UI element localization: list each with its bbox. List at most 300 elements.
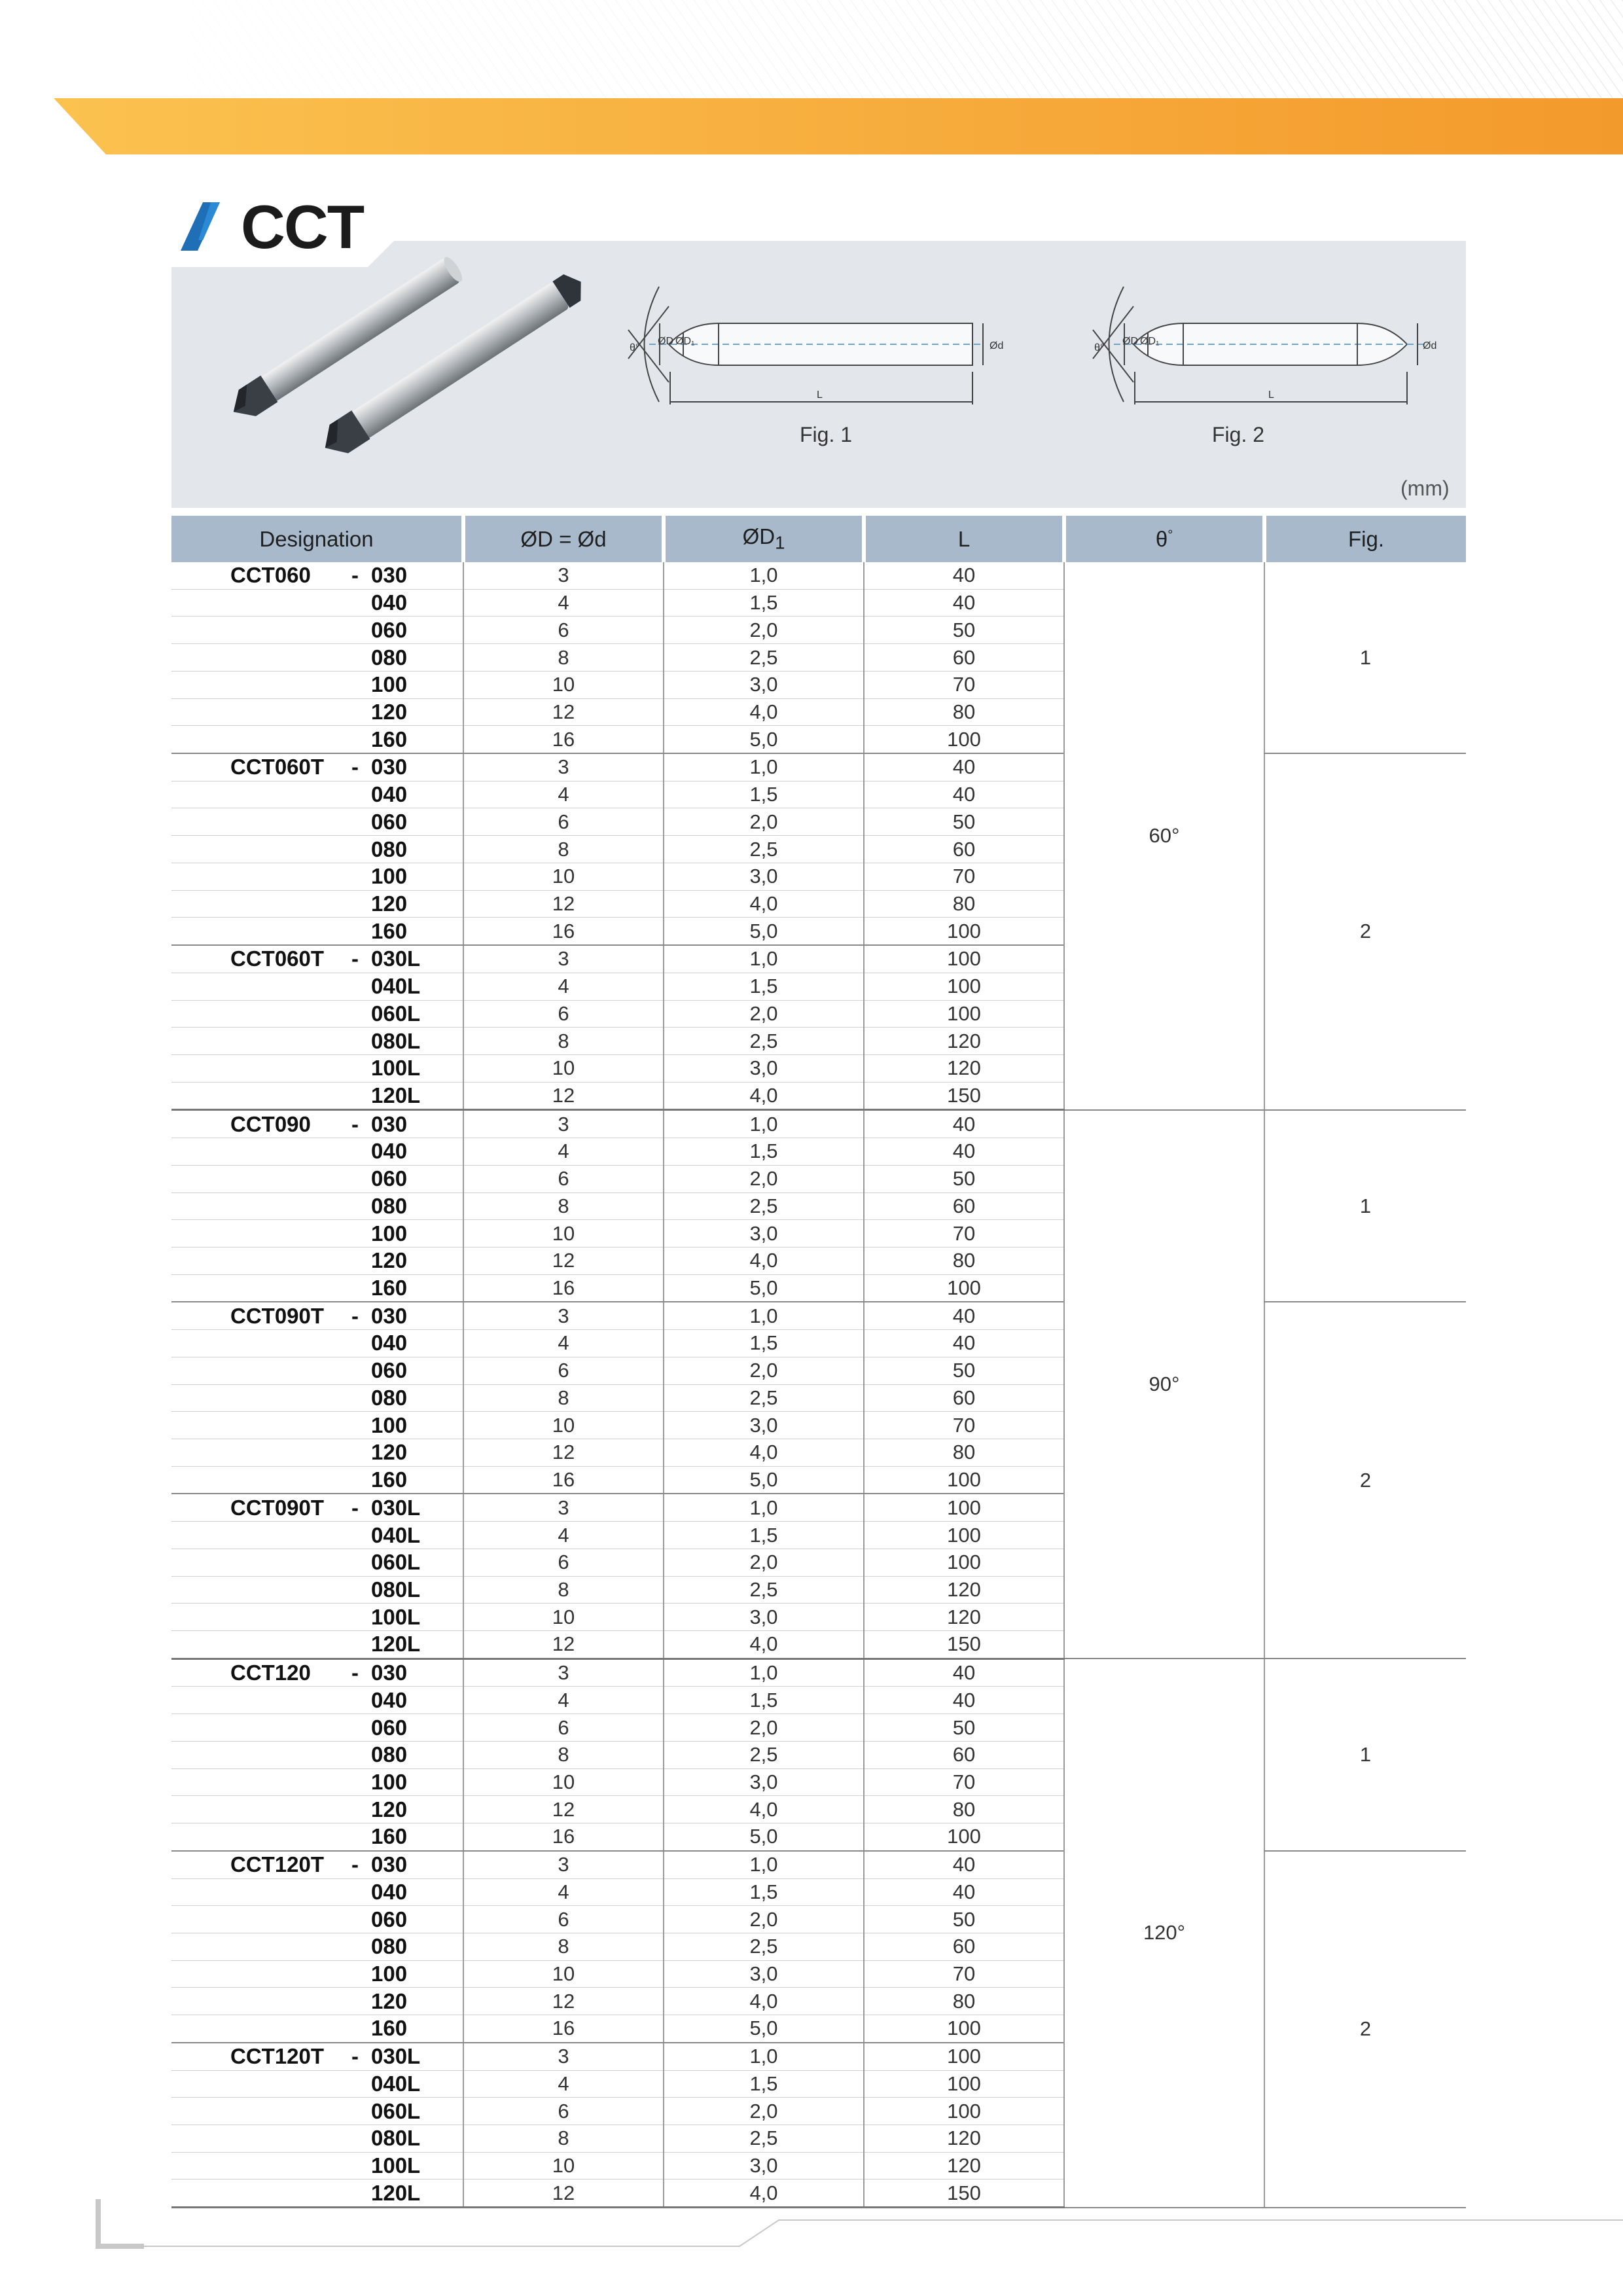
- designation-code: 030: [371, 1303, 408, 1328]
- diameter-d1-cell: 3,0: [664, 1768, 864, 1796]
- diameter-d-cell: 4: [463, 1687, 664, 1714]
- designation-cell: [171, 1687, 463, 1714]
- designation-cell: [171, 1576, 463, 1604]
- diameter-d-cell: 8: [463, 1576, 664, 1604]
- series-dash: -: [351, 1495, 359, 1520]
- header-designation: Designation: [171, 516, 463, 562]
- figure-1-caption: Fig. 1: [800, 423, 853, 446]
- series-name: CCT060T: [230, 755, 325, 780]
- designation-cell: [171, 1384, 463, 1412]
- diameter-d1-cell: 4,0: [664, 2179, 864, 2208]
- designation-code: 100: [371, 864, 408, 889]
- series-dash: -: [351, 563, 359, 588]
- diameter-d-cell: 8: [463, 1933, 664, 1960]
- diameter-d-cell: 6: [463, 1549, 664, 1576]
- diameter-d-cell: 6: [463, 1165, 664, 1193]
- designation-code: 060: [371, 1358, 408, 1383]
- designation-cell: [171, 1494, 463, 1521]
- diameter-d-cell: 10: [463, 1960, 664, 1988]
- designation-code: 060: [371, 617, 408, 642]
- fig1-od-label: ØD: [658, 336, 673, 347]
- designation-cell: [171, 2152, 463, 2179]
- designation-code: 100L: [371, 2153, 421, 2178]
- diameter-d-cell: 10: [463, 1220, 664, 1247]
- diameter-d1-cell: 1,0: [664, 562, 864, 589]
- length-cell: 70: [864, 1768, 1064, 1796]
- designation-code: 120: [371, 699, 408, 724]
- diameter-d1-cell: 3,0: [664, 863, 864, 890]
- designation-cell: [171, 1988, 463, 2015]
- series-dash: -: [351, 1303, 359, 1328]
- designation-cell: [171, 1247, 463, 1274]
- length-cell: 150: [864, 2179, 1064, 2208]
- diameter-d-cell: 8: [463, 2125, 664, 2152]
- diameter-d-cell: 4: [463, 781, 664, 808]
- series-name: CCT090: [230, 1111, 311, 1136]
- diameter-d-cell: 3: [463, 1302, 664, 1329]
- page-title: CCT: [241, 192, 364, 261]
- diameter-d1-cell: 1,5: [664, 973, 864, 1000]
- designation-cell: [171, 1768, 463, 1796]
- series-name: CCT120T: [230, 2044, 325, 2069]
- designation-code: 120L: [371, 2180, 421, 2205]
- length-cell: 100: [864, 1549, 1064, 1576]
- diameter-d-cell: 10: [463, 1604, 664, 1631]
- designation-cell: [171, 918, 463, 945]
- diameter-d1-cell: 3,0: [664, 1054, 864, 1082]
- length-cell: 60: [864, 1741, 1064, 1768]
- length-cell: 80: [864, 1247, 1064, 1274]
- header-angle-text: θ: [1155, 526, 1168, 551]
- diameter-d1-cell: 2,0: [664, 617, 864, 644]
- designation-cell: [171, 589, 463, 617]
- designation-cell: [171, 2125, 463, 2152]
- diameter-d-cell: 4: [463, 1138, 664, 1166]
- designation-cell: [171, 1412, 463, 1439]
- series-dash: -: [351, 2044, 359, 2069]
- length-cell: 80: [864, 890, 1064, 918]
- designation-code: 080: [371, 645, 408, 670]
- length-cell: 100: [864, 973, 1064, 1000]
- designation-code: 100: [371, 1769, 408, 1794]
- length-cell: 40: [864, 562, 1064, 589]
- designation-code: 160: [371, 1824, 408, 1849]
- diameter-d-cell: 6: [463, 617, 664, 644]
- length-cell: 100: [864, 2070, 1064, 2098]
- diameter-d1-cell: 2,0: [664, 1357, 864, 1384]
- length-cell: 100: [864, 918, 1064, 945]
- diameter-d-cell: 16: [463, 1274, 664, 1302]
- designation-code: 080: [371, 836, 408, 861]
- diameter-d-cell: 8: [463, 836, 664, 863]
- diameter-d1-cell: 5,0: [664, 918, 864, 945]
- diameter-d1-cell: 1,0: [664, 1302, 864, 1329]
- footer-decoration: [0, 2199, 1623, 2296]
- header-length: L: [864, 516, 1064, 562]
- designation-code: 060: [371, 1715, 408, 1740]
- diameter-d1-cell: 2,0: [664, 1714, 864, 1742]
- designation-cell: [171, 1330, 463, 1357]
- designation-cell: [171, 1110, 463, 1138]
- series-dash: -: [351, 755, 359, 780]
- fig2-od1-label: ØD₁: [1140, 336, 1160, 347]
- designation-code: 040L: [371, 2071, 421, 2096]
- diameter-d1-cell: 1,5: [664, 589, 864, 617]
- diameter-d1-cell: 4,0: [664, 1796, 864, 1823]
- diameter-d-cell: 6: [463, 1906, 664, 1933]
- figure-cell: 2: [1264, 753, 1466, 1110]
- diameter-d-cell: 10: [463, 2152, 664, 2179]
- diameter-d-cell: 6: [463, 2098, 664, 2125]
- designation-code: 120: [371, 1440, 408, 1465]
- figure-2-caption: Fig. 2: [1212, 423, 1265, 446]
- designation-cell: [171, 726, 463, 753]
- diameter-d-cell: 16: [463, 2015, 664, 2043]
- length-cell: 40: [864, 1110, 1064, 1138]
- series-name: CCT060: [230, 563, 311, 588]
- designation-cell: [171, 1796, 463, 1823]
- diameter-d1-cell: 3,0: [664, 671, 864, 698]
- diameter-d-cell: 3: [463, 1110, 664, 1138]
- diameter-d1-cell: 4,0: [664, 890, 864, 918]
- designation-code: 030L: [371, 1495, 421, 1520]
- designation-code: 030: [371, 1852, 408, 1877]
- length-cell: 60: [864, 1384, 1064, 1412]
- diameter-d1-cell: 1,5: [664, 1878, 864, 1906]
- diameter-d1-cell: 1,5: [664, 781, 864, 808]
- length-cell: 60: [864, 1933, 1064, 1960]
- length-cell: 40: [864, 1330, 1064, 1357]
- designation-cell: [171, 1193, 463, 1220]
- diameter-d-cell: 12: [463, 1247, 664, 1274]
- designation-code: 040L: [371, 974, 421, 999]
- designation-cell: [171, 562, 463, 589]
- diameter-d1-cell: 1,0: [664, 1110, 864, 1138]
- length-cell: 60: [864, 644, 1064, 672]
- diameter-d1-cell: 2,5: [664, 1741, 864, 1768]
- diameter-d-cell: 4: [463, 973, 664, 1000]
- length-cell: 40: [864, 753, 1064, 781]
- length-cell: 50: [864, 1906, 1064, 1933]
- diameter-d-cell: 10: [463, 1412, 664, 1439]
- designation-code: 120L: [371, 1083, 421, 1108]
- diameter-d-cell: 4: [463, 1330, 664, 1357]
- series-name: CCT090T: [230, 1495, 325, 1520]
- diameter-d-cell: 6: [463, 1357, 664, 1384]
- diameter-d-cell: 3: [463, 1659, 664, 1687]
- diameter-d-cell: 16: [463, 1466, 664, 1494]
- designation-code: 120: [371, 891, 408, 916]
- designation-cell: [171, 671, 463, 698]
- diameter-d1-cell: 2,5: [664, 1576, 864, 1604]
- designation-cell: [171, 1302, 463, 1329]
- length-cell: 120: [864, 1054, 1064, 1082]
- angle-cell: 60°: [1064, 562, 1264, 1110]
- length-cell: 70: [864, 863, 1064, 890]
- length-cell: 100: [864, 2015, 1064, 2043]
- diameter-d-cell: 12: [463, 1631, 664, 1659]
- designation-code: 160: [371, 918, 408, 943]
- diameter-d1-cell: 5,0: [664, 1823, 864, 1851]
- diameter-d1-cell: 2,0: [664, 1906, 864, 1933]
- fig2-l-label: L: [1268, 389, 1274, 401]
- diameter-d-cell: 12: [463, 2179, 664, 2208]
- designation-code: 160: [371, 1467, 408, 1492]
- designation-code: 120: [371, 1797, 408, 1821]
- header-angle: [1064, 516, 1264, 562]
- product-figure-panel: [171, 241, 1466, 508]
- designation-cell: [171, 1741, 463, 1768]
- designation-code: 040L: [371, 1522, 421, 1547]
- designation-cell: [171, 1604, 463, 1631]
- designation-cell: [171, 1082, 463, 1110]
- table-row: [171, 1659, 1466, 1687]
- designation-code: 060L: [371, 2098, 421, 2123]
- length-cell: 100: [864, 1466, 1064, 1494]
- diameter-d-cell: 3: [463, 2043, 664, 2070]
- designation-cell: [171, 1028, 463, 1055]
- designation-code: 100: [371, 1962, 408, 1986]
- diameter-d1-cell: 5,0: [664, 726, 864, 753]
- diameter-d1-cell: 2,0: [664, 1165, 864, 1193]
- designation-code: 060: [371, 809, 408, 834]
- designation-code: 030L: [371, 946, 421, 971]
- diameter-d-cell: 10: [463, 863, 664, 890]
- designation-cell: [171, 1522, 463, 1549]
- diameter-d-cell: 4: [463, 2070, 664, 2098]
- designation-code: 040: [371, 590, 408, 615]
- header-angle-degree: °: [1168, 527, 1173, 542]
- diameter-d1-cell: 3,0: [664, 1604, 864, 1631]
- designation-code: 080: [371, 1385, 408, 1410]
- diameter-d-cell: 3: [463, 945, 664, 973]
- designation-code: 030: [371, 563, 408, 588]
- designation-cell: [171, 753, 463, 781]
- diameter-d1-cell: 3,0: [664, 1960, 864, 1988]
- length-cell: 40: [864, 781, 1064, 808]
- fig1-l-label: L: [817, 389, 823, 401]
- designation-code: 080L: [371, 1577, 421, 1602]
- diameter-d1-cell: 1,0: [664, 1851, 864, 1878]
- diameter-d-cell: 3: [463, 753, 664, 781]
- designation-code: 160: [371, 2016, 408, 2041]
- diameter-d1-cell: 2,0: [664, 808, 864, 836]
- diameter-d-cell: 12: [463, 1988, 664, 2015]
- length-cell: 50: [864, 1714, 1064, 1742]
- diameter-d1-cell: 1,0: [664, 945, 864, 973]
- diameter-d-cell: 12: [463, 890, 664, 918]
- designation-cell: [171, 2070, 463, 2098]
- diameter-d1-cell: 2,0: [664, 1549, 864, 1576]
- diameter-d1-cell: 4,0: [664, 1988, 864, 2015]
- angle-cell: 120°: [1064, 1659, 1264, 2207]
- designation-code: 100L: [371, 1056, 421, 1081]
- designation-code: 100: [371, 1221, 408, 1246]
- designation-code: 080L: [371, 1028, 421, 1053]
- diameter-d-cell: 6: [463, 1000, 664, 1028]
- designation-code: 040: [371, 1139, 408, 1164]
- fig1-theta-label: θ°: [630, 342, 640, 353]
- fig2-theta-label: θ°: [1094, 342, 1105, 353]
- diameter-d-cell: 12: [463, 698, 664, 726]
- length-cell: 120: [864, 1604, 1064, 1631]
- diameter-d1-cell: 3,0: [664, 2152, 864, 2179]
- length-cell: 120: [864, 2125, 1064, 2152]
- length-cell: 100: [864, 2098, 1064, 2125]
- designation-code: 120: [371, 1248, 408, 1273]
- diameter-d-cell: 16: [463, 918, 664, 945]
- fig2-od-label: ØD: [1122, 336, 1138, 347]
- diameter-d1-cell: 2,0: [664, 1000, 864, 1028]
- header-diameter-d1: [664, 516, 864, 562]
- series-name: CCT120: [230, 1660, 311, 1685]
- length-cell: 80: [864, 698, 1064, 726]
- diameter-d1-cell: 1,5: [664, 1330, 864, 1357]
- length-cell: 50: [864, 617, 1064, 644]
- diameter-d1-cell: 3,0: [664, 1412, 864, 1439]
- designation-code: 080: [371, 1193, 408, 1218]
- length-cell: 50: [864, 1165, 1064, 1193]
- designation-code: 030: [371, 755, 408, 780]
- length-cell: 100: [864, 1000, 1064, 1028]
- diameter-d1-cell: 4,0: [664, 698, 864, 726]
- designation-cell: [171, 1659, 463, 1687]
- length-cell: 60: [864, 836, 1064, 863]
- diameter-d-cell: 8: [463, 1193, 664, 1220]
- designation-cell: [171, 1851, 463, 1878]
- series-dash: -: [351, 1852, 359, 1877]
- length-cell: 40: [864, 1878, 1064, 1906]
- diameter-d1-cell: 2,5: [664, 644, 864, 672]
- designation-code: 060: [371, 1166, 408, 1191]
- length-cell: 100: [864, 1494, 1064, 1521]
- length-cell: 120: [864, 1576, 1064, 1604]
- diameter-d1-cell: 1,5: [664, 2070, 864, 2098]
- length-cell: 40: [864, 1687, 1064, 1714]
- series-dash: -: [351, 1660, 359, 1685]
- designation-code: 160: [371, 1276, 408, 1300]
- designation-cell: [171, 781, 463, 808]
- length-cell: 100: [864, 1274, 1064, 1302]
- designation-cell: [171, 1960, 463, 1988]
- designation-cell: [171, 1000, 463, 1028]
- length-cell: 120: [864, 2152, 1064, 2179]
- designation-cell: [171, 1165, 463, 1193]
- designation-cell: [171, 2015, 463, 2043]
- diameter-d1-cell: 4,0: [664, 1082, 864, 1110]
- diameter-d-cell: 8: [463, 644, 664, 672]
- designation-cell: [171, 808, 463, 836]
- designation-code: 030: [371, 1111, 408, 1136]
- designation-cell: [171, 973, 463, 1000]
- length-cell: 60: [864, 1193, 1064, 1220]
- diameter-d-cell: 10: [463, 1054, 664, 1082]
- designation-cell: [171, 1906, 463, 1933]
- header-d1-text: ØD: [742, 524, 776, 549]
- length-cell: 150: [864, 1631, 1064, 1659]
- designation-code: 040: [371, 1687, 408, 1712]
- designation-cell: [171, 1274, 463, 1302]
- designation-code: 040: [371, 782, 408, 807]
- table-row: [171, 1302, 1466, 1329]
- diameter-d-cell: 10: [463, 671, 664, 698]
- length-cell: 80: [864, 1796, 1064, 1823]
- designation-code: 030: [371, 1660, 408, 1685]
- length-cell: 80: [864, 1439, 1064, 1467]
- diameter-d1-cell: 4,0: [664, 1247, 864, 1274]
- designation-code: 120L: [371, 1632, 421, 1657]
- length-cell: 40: [864, 1659, 1064, 1687]
- diameter-d-cell: 4: [463, 1878, 664, 1906]
- diameter-d-cell: 12: [463, 1796, 664, 1823]
- diameter-d-cell: 12: [463, 1439, 664, 1467]
- designation-cell: [171, 2043, 463, 2070]
- diameter-d-cell: 16: [463, 1823, 664, 1851]
- unit-note: (mm): [1400, 476, 1450, 500]
- series-name: CCT060T: [230, 946, 325, 971]
- designation-code: 060: [371, 1907, 408, 1931]
- length-cell: 100: [864, 1823, 1064, 1851]
- figure-cell: 1: [1264, 562, 1466, 753]
- length-cell: 40: [864, 1851, 1064, 1878]
- length-cell: 100: [864, 1522, 1064, 1549]
- length-cell: 70: [864, 1220, 1064, 1247]
- diameter-d1-cell: 5,0: [664, 1274, 864, 1302]
- diameter-d-cell: 6: [463, 808, 664, 836]
- designation-code: 100: [371, 672, 408, 697]
- fig1-od1-label: ØD₁: [675, 336, 695, 347]
- diameter-d1-cell: 4,0: [664, 1631, 864, 1659]
- diameter-d1-cell: 1,0: [664, 1659, 864, 1687]
- diameter-d1-cell: 3,0: [664, 1220, 864, 1247]
- designation-cell: [171, 863, 463, 890]
- designation-cell: [171, 1439, 463, 1467]
- designation-cell: [171, 1823, 463, 1851]
- diameter-d1-cell: 1,0: [664, 2043, 864, 2070]
- designation-code: 120: [371, 1988, 408, 2013]
- diameter-d-cell: 10: [463, 1768, 664, 1796]
- length-cell: 120: [864, 1028, 1064, 1055]
- header-hatch-pattern: [0, 0, 1623, 105]
- length-cell: 50: [864, 808, 1064, 836]
- series-dash: -: [351, 946, 359, 971]
- length-cell: 100: [864, 726, 1064, 753]
- diameter-d1-cell: 1,5: [664, 1138, 864, 1166]
- designation-cell: [171, 945, 463, 973]
- designation-code: 080: [371, 1934, 408, 1959]
- series-name: CCT090T: [230, 1303, 325, 1328]
- diameter-d1-cell: 1,0: [664, 1494, 864, 1521]
- diameter-d-cell: 12: [463, 1082, 664, 1110]
- designation-cell: [171, 1714, 463, 1742]
- designation-code: 040: [371, 1331, 408, 1355]
- designation-code: 080: [371, 1742, 408, 1767]
- diameter-d1-cell: 1,0: [664, 753, 864, 781]
- table-row: [171, 1110, 1466, 1138]
- length-cell: 150: [864, 1082, 1064, 1110]
- length-cell: 70: [864, 1960, 1064, 1988]
- figure-cell: 1: [1264, 1659, 1466, 1851]
- diameter-d1-cell: 5,0: [664, 1466, 864, 1494]
- designation-cell: [171, 890, 463, 918]
- length-cell: 70: [864, 1412, 1064, 1439]
- length-cell: 100: [864, 945, 1064, 973]
- length-cell: 40: [864, 1302, 1064, 1329]
- diameter-d-cell: 4: [463, 589, 664, 617]
- diameter-d1-cell: 2,5: [664, 1028, 864, 1055]
- header-figure: Fig.: [1264, 516, 1466, 562]
- figure-cell: 1: [1264, 1110, 1466, 1302]
